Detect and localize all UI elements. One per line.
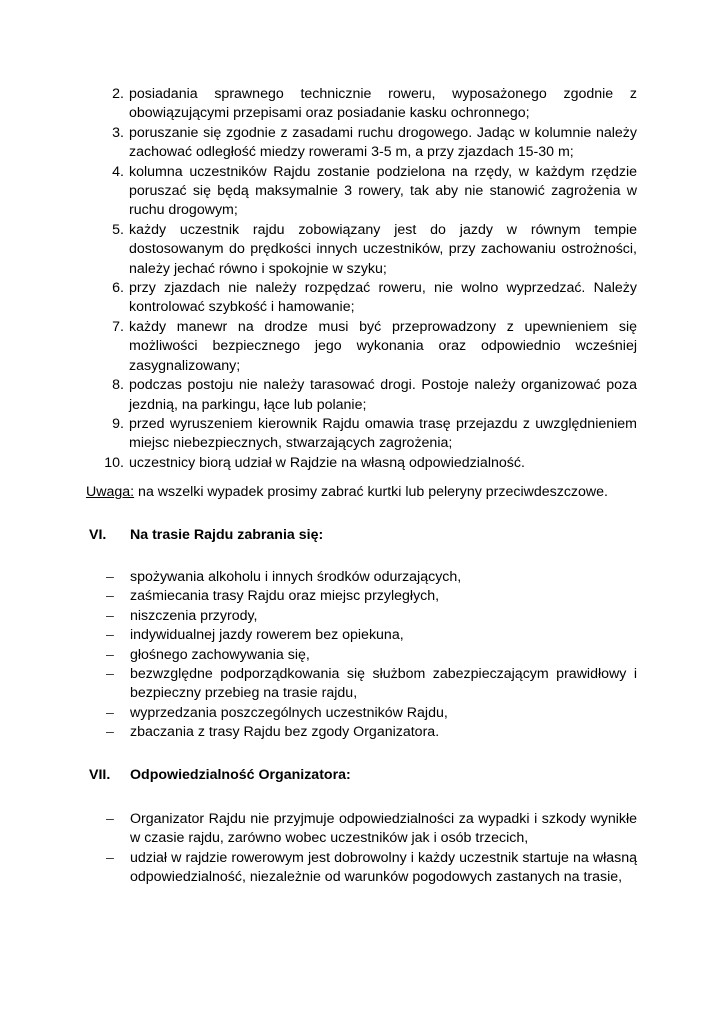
list-item: [106, 607, 637, 626]
list-item: [100, 279, 637, 318]
dash-bullet: –: [106, 704, 114, 721]
dash-bullet: –: [106, 666, 114, 683]
item-text: podczas postoju nie należy tarasować drogi. Postoje należy organizować poza jezdnią, na parkingu, łące lub polanie;: [129, 377, 637, 413]
section-heading-vi: [89, 526, 323, 545]
list-item: [100, 124, 637, 163]
list-item: [106, 665, 637, 704]
section-heading-vii: [89, 766, 351, 785]
list-item: [100, 454, 637, 473]
item-number: 4.: [112, 163, 124, 180]
list-item: [106, 810, 637, 849]
item-number: 2.: [112, 86, 124, 102]
item-text: wyprzedzania poszczególnych uczestników Rajdu,: [130, 704, 448, 721]
item-text: poruszanie się zgodnie z zasadami ruchu drogowego. Jadąc w kolumnie należy zachować odległość miedzy rowerami 3-5 m, a przy zjazdach 15-30 m;: [129, 124, 637, 161]
item-text: zbaczania z trasy Rajdu bez zgody Organizatora.: [130, 724, 440, 741]
item-number: 7.: [112, 318, 124, 335]
note-text: na wszelki wypadek prosimy zabrać kurtki lub peleryny przeciwdeszczowe.: [134, 484, 608, 500]
item-text: spożywania alkoholu i innych środków odurzających,: [130, 569, 462, 585]
list-item: [106, 568, 637, 587]
dash-bullet: –: [106, 811, 114, 827]
item-text: głośnego zachowywania się,: [130, 646, 310, 663]
item-number: 9.: [112, 415, 124, 432]
section-number: VII.: [89, 767, 111, 783]
item-number: 8.: [112, 377, 124, 394]
item-text: kolumna uczestników Rajdu zostanie podzielona na rzędy, w każdym rzędzie poruszać się będą maksymalnie 3 rowery, tak aby nie stanowić zagrożenia w ruchu drogowym;: [129, 163, 637, 219]
item-text: przy zjazdach nie należy rozpędzać roweru, nie wolno wyprzedzać. Należy kontrolować szybkość i hamowanie;: [129, 280, 637, 316]
list-item: [106, 704, 637, 723]
list-item: [106, 626, 637, 645]
item-number: 3.: [112, 124, 124, 141]
item-text: indywidualnej jazdy rowerem bez opiekuna,: [130, 627, 404, 644]
item-text: przed wyruszeniem kierownik Rajdu omawia trasę przejazdu z uwzględnieniem miejsc niebezpiecznych, stwarzających zagrożenia;: [129, 415, 637, 452]
item-text: uczestnicy biorą udział w Rajdzie na własną odpowiedzialność.: [129, 454, 525, 471]
dash-bullet: –: [106, 627, 114, 644]
list-item: [100, 318, 637, 376]
list-item: [100, 85, 637, 124]
item-text: każdy manewr na drodze musi być przeprowadzony z upewnieniem się możliwości bezpiecznego jego wykonania oraz odpowiednio wcześniej zasygnalizowany;: [129, 318, 637, 374]
item-number: 5.: [112, 221, 124, 238]
item-text: każdy uczestnik rajdu zobowiązany jest do jazdy w równym tempie dostosowanym do prędkości innych uczestników, przy zachowaniu ostrożności, należy jechać równo i spokojnie w szyku;: [129, 221, 637, 277]
section-number: VI.: [89, 527, 107, 543]
dash-bullet: –: [106, 849, 114, 866]
dash-bullet: –: [106, 646, 114, 663]
rules-numbered-list: [100, 85, 637, 473]
dash-bullet: –: [106, 588, 114, 605]
section-title: Odpowiedzialność Organizatora:: [130, 767, 351, 783]
item-number: 6.: [112, 280, 124, 297]
item-text: udział w rajdzie rowerowym jest dobrowolny i każdy uczestnik startuje na własną odpowiedzialność, niezależnie od warunków pogodowych zastanych na trasie,: [130, 849, 637, 886]
list-item: [100, 163, 637, 221]
item-text: Organizator Rajdu nie przyjmuje odpowiedzialności za wypadki i szkody wynikłe w czasie rajdu, zarówno wobec uczestników jak i osób trzecich,: [130, 811, 637, 847]
list-item: [106, 587, 637, 606]
note-label: Uwaga:: [86, 484, 135, 500]
section-title: Na trasie Rajdu zabrania się:: [130, 527, 324, 543]
dash-bullet: –: [106, 607, 114, 624]
list-item: [106, 646, 637, 665]
dash-bullet: –: [106, 724, 114, 741]
item-text: posiadania sprawnego technicznie roweru, wyposażonego zgodnie z obowiązującymi przepisami oraz posiadanie kasku ochronnego;: [129, 86, 637, 122]
list-item: [106, 849, 637, 888]
item-text: zaśmiecania trasy Rajdu oraz miejsc przyległych,: [130, 588, 440, 605]
item-text: niszczenia przyrody,: [130, 607, 258, 624]
organizer-liability-list: [106, 810, 637, 888]
dash-bullet: –: [106, 569, 114, 585]
list-item: [100, 376, 637, 415]
item-text: bezwzględne podporządkowania się służbom zabezpieczającym prawidłowy i bezpieczny przebieg na trasie rajdu,: [130, 666, 637, 702]
list-item: [100, 221, 637, 279]
prohibitions-list: [106, 568, 637, 743]
note-paragraph: [86, 483, 646, 502]
item-number: 10.: [104, 454, 124, 471]
list-item: [100, 415, 637, 454]
list-item: [106, 723, 637, 742]
